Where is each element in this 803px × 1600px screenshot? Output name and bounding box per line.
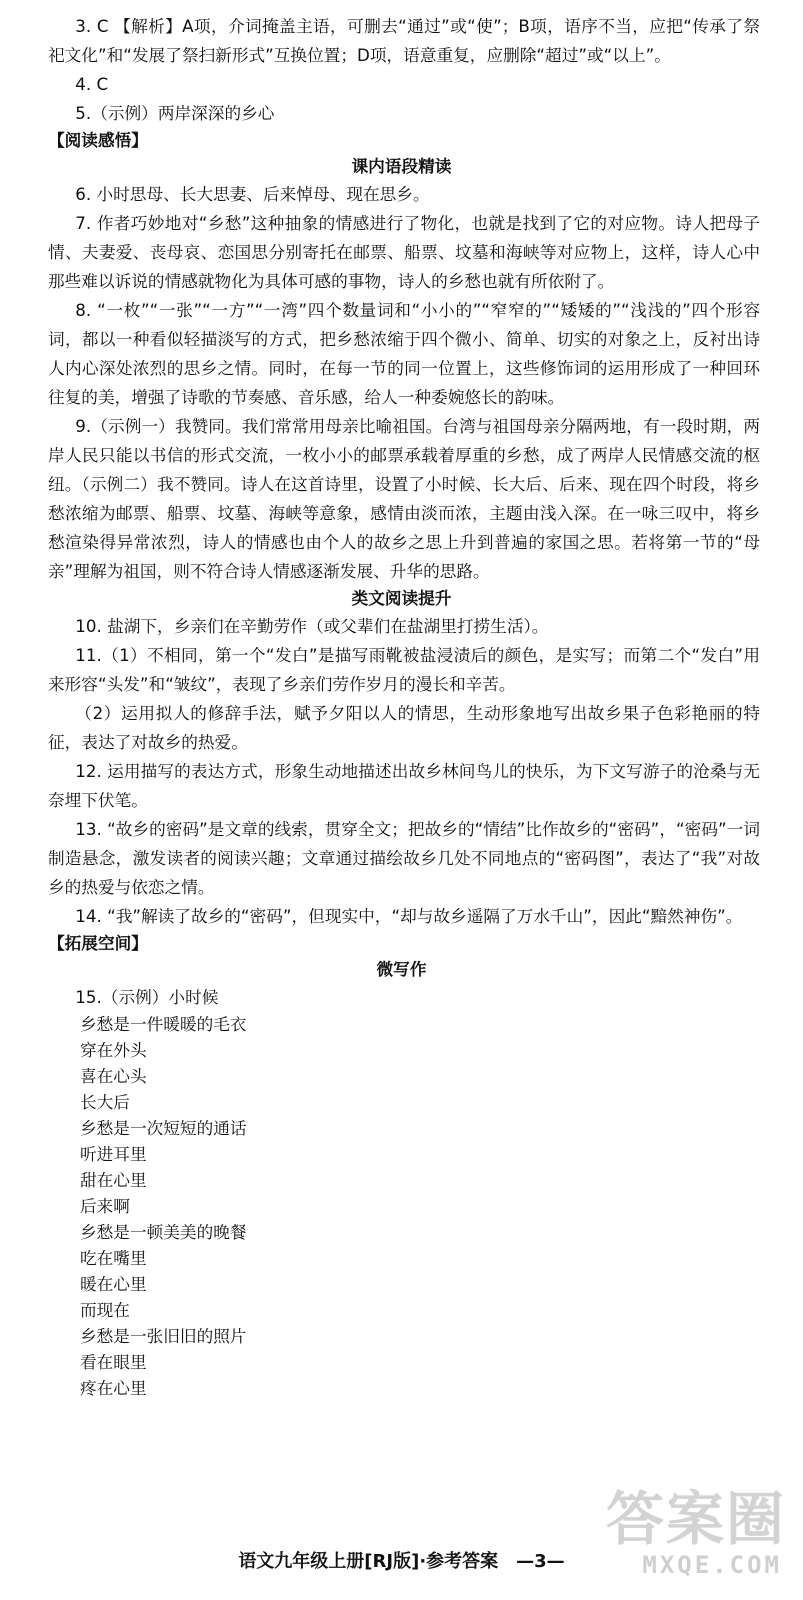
watermark-main-text: 答案圈	[606, 1485, 787, 1553]
answer-9: 9.（示例一）我赞同。我们常常用母亲比喻祖国。台湾与祖国母亲分隔两地，有一段时期，两岸人民只能以书信的形式交流，一枚小小的邮票承载着厚重的乡愁，成了两岸人民情感交流的枢纽。（示例二）我不赞同。诗人在这首诗里，设置了小时候、长大后、后来、现在四个时段，将乡愁浓缩为邮票、船票、坟墓、海峡等意象，感情由淡而浓，主题由浅入深。在一咏三叹中，将乡愁渲染得异常浓烈，诗人的情感也由个人的故乡之思上升到普遍的家国之思。若将第一节的“母亲”理解为祖国，则不符合诗人情感逐渐发展、升华的思路。	[48, 417, 760, 582]
answer-12: 12. 运用描写的表达方式，形象生动地描述出故乡林间鸟儿的快乐，为下文写游子的沧桑与无奈埋下伏笔。	[48, 762, 760, 811]
subsection-in-class: 课内语段精读	[351, 157, 452, 176]
poem-line: 后来啊	[80, 1197, 130, 1216]
poem-line: 疼在心里	[80, 1379, 147, 1398]
poem-line: 穿在外头	[80, 1041, 147, 1060]
answer-14: 14. “我”解读了故乡的“密码”，但现实中，“却与故乡遥隔了万水千山”，因此“黯然神伤”。	[75, 907, 743, 926]
poem-line: 乡愁是一次短短的通话	[80, 1119, 247, 1138]
answer-11-part2: （2）运用拟人的修辞手法，赋予夕阳以人的情思，生动形象地写出故乡果子色彩艳丽的特征，表达了对故乡的热爱。	[48, 704, 760, 753]
poem-line: 乡愁是一顿美美的晚餐	[80, 1223, 247, 1242]
answer-13: 13. “故乡的密码”是文章的线索，贯穿全文；把故乡的“情结”比作故乡的“密码”，“密码”一词制造悬念，激发读者的阅读兴趣；文章通过描绘故乡几处不同地点的“密码图”，表达了“我”对故乡的热爱与依恋之情。	[48, 820, 760, 898]
section-expand: 【拓展空间】	[48, 934, 148, 953]
answer-10: 10. 盐湖下，乡亲们在辛勤劳作（或父辈们在盐湖里打捞生活）。	[75, 617, 549, 636]
poem-line: 乡愁是一张旧旧的照片	[80, 1327, 247, 1346]
answer-3: 3. C 【解析】A项，介词掩盖主语，可删去“通过”或“使”；B项，语序不当，应把“传承了祭祀文化”和“发展了祭扫新形式”互换位置；D项，语意重复，应删除“超过”或“以上”。	[48, 17, 760, 66]
page-footer: 语文九年级上册[RJ版]·参考答案 —3—	[238, 1551, 565, 1572]
answer-6: 6. 小时思母、长大思妻、后来悼母、现在思乡。	[75, 185, 430, 204]
poem-line: 乡愁是一件暖暖的毛衣	[80, 1015, 247, 1034]
poem-line: 长大后	[80, 1093, 130, 1112]
answer-8: 8. “一枚”“一张”“一方”“一湾”四个数量词和“小小的”“窄窄的”“矮矮的”“浅浅的”四个形容词，都以一种看似轻描淡写的方式，把乡愁浓缩于四个微小、简单、切实的对象之上，反衬出诗人内心深处浓烈的思乡之情。同时，在每一节的同一位置上，这些修饰词的运用形成了一种回环往复的美，增强了诗歌的节奏感、音乐感，给人一种委婉悠长的韵味。	[48, 301, 760, 408]
answer-4: 4. C	[75, 75, 109, 94]
poem-line: 甜在心里	[80, 1171, 147, 1190]
poem-line: 喜在心头	[80, 1067, 147, 1086]
poem-line: 听进耳里	[80, 1145, 147, 1164]
watermark-logo	[606, 1485, 792, 1594]
answer-15-intro: 15.（示例）小时候	[75, 988, 219, 1007]
poem-line: 而现在	[80, 1301, 130, 1320]
answer-7: 7. 作者巧妙地对“乡愁”这种抽象的情感进行了物化，也就是找到了它的对应物。诗人把母子情、夫妻爱、丧母哀、恋国思分别寄托在邮票、船票、坟墓和海峡等对应物上，这样，诗人心中那些难以诉说的情感就物化为具体可感的事物，诗人的乡愁也就有所依附了。	[48, 214, 760, 292]
subsection-micro-writing: 微写作	[376, 960, 427, 979]
poem-line: 吃在嘴里	[80, 1249, 147, 1268]
section-reading: 【阅读感悟】	[48, 131, 148, 150]
subsection-similar: 类文阅读提升	[351, 589, 452, 608]
poem-line: 暖在心里	[80, 1275, 147, 1294]
answer-11-part1: 11.（1）不相同，第一个“发白”是描写雨靴被盐浸渍后的颜色，是实写；而第二个“发白”用来形容“头发”和“皱纹”，表现了乡亲们劳作岁月的漫长和辛苦。	[48, 646, 760, 695]
poem-line: 看在眼里	[80, 1353, 147, 1372]
watermark-site-text: MXQE.COM	[642, 1551, 782, 1579]
answer-5: 5.（示例）两岸深深的乡心	[75, 104, 275, 123]
